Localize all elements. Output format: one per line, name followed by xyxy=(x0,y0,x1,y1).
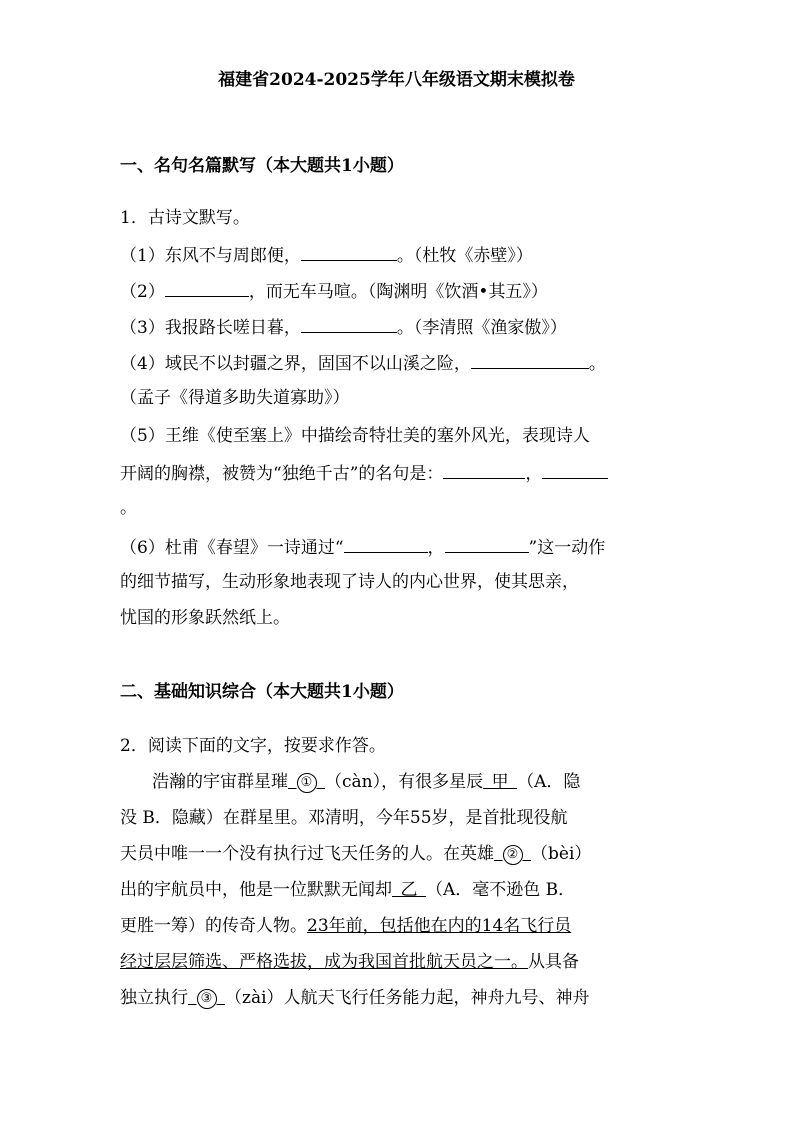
answer-blank[interactable] xyxy=(165,278,249,297)
passage-line-3: 天员中唯一一个没有执行过飞天任务的人。在英雄 ② （bèi） xyxy=(120,844,592,864)
blank-marker-1: ① xyxy=(297,773,317,793)
question-1-stem: 1．古诗文默写。 xyxy=(120,208,250,228)
answer-blank[interactable] xyxy=(542,460,608,479)
question-2-stem: 2．阅读下面的文字，按要求作答。 xyxy=(120,736,386,756)
answer-blank[interactable] xyxy=(301,314,397,333)
underlined-sentence: 经过层层筛选、严格选拔，成为我国首批航天员之一。 xyxy=(120,952,528,972)
q1-item-5-line-3: 。 xyxy=(120,498,137,518)
passage-line-4: 出的宇航员中，他是一位默默无闻却 乙 （A．毫不逊色 B． xyxy=(120,880,576,900)
q1-item-4-source: （孟子《得道多助失道寡助》） xyxy=(120,388,350,408)
q1-item-6-line-2: 的细节描写，生动形象地表现了诗人的内心世界，使其思亲， xyxy=(120,572,579,592)
passage-line-5: 更胜一筹）的传奇人物。23年前，包括他在内的14名飞行员 xyxy=(120,916,572,936)
answer-blank[interactable] xyxy=(443,460,525,479)
blank-marker-2: ② xyxy=(503,845,523,865)
passage-line-1: 浩瀚的宇宙群星璀 ① （càn），有很多星辰 甲 （A．隐 xyxy=(152,772,581,792)
q1-item-1: （1）东风不与周郎便， 。（杜牧《赤壁》） xyxy=(120,242,533,268)
passage-line-2: 没 B．隐藏）在群星里。邓清明，今年55岁，是首批现役航 xyxy=(120,808,568,828)
q1-item-3: （3）我报路长嗟日暮， 。（李清照《渔家傲》） xyxy=(120,314,567,340)
answer-blank[interactable] xyxy=(344,534,428,553)
blank-marker-yi: 乙 xyxy=(400,880,418,900)
answer-blank[interactable] xyxy=(445,534,529,553)
section-2-heading: 二、基础知识综合（本大题共1小题） xyxy=(120,682,404,702)
q1-item-6-line-3: 忧国的形象跃然纸上。 xyxy=(120,608,290,628)
answer-blank[interactable] xyxy=(301,242,397,261)
q1-item-6-line-1: （6）杜甫《春望》一诗通过“ ， ”这一动作 xyxy=(120,534,605,560)
q1-item-4: （4）域民不以封疆之界，固国不以山溪之险， 。 xyxy=(120,350,606,376)
blank-marker-3: ③ xyxy=(197,989,217,1009)
section-1-heading: 一、名句名篇默写（本大题共1小题） xyxy=(120,156,404,176)
q1-item-2: （2） ，而无车马喧。（陶渊明《饮酒•其五》） xyxy=(120,278,548,304)
q1-item-5-line-1: （5）王维《使至塞上》中描绘奇特壮美的塞外风光，表现诗人 xyxy=(120,426,590,446)
page-title: 福建省2024-2025学年八年级语文期末模拟卷 xyxy=(218,70,575,90)
q1-item-5-line-2: 开阔的胸襟，被赞为“独绝千古”的名句是： ， xyxy=(120,460,608,486)
blank-marker-jia: 甲 xyxy=(491,772,509,792)
passage-line-7: 独立执行 ③ （zài）人航天飞行任务能力起，神舟九号、神舟 xyxy=(120,988,590,1008)
answer-blank[interactable] xyxy=(471,350,589,369)
underlined-sentence: 23年前，包括他在内的14名飞行员 xyxy=(307,916,572,936)
passage-line-6: 经过层层筛选、严格选拔，成为我国首批航天员之一。从具备 xyxy=(120,952,579,972)
